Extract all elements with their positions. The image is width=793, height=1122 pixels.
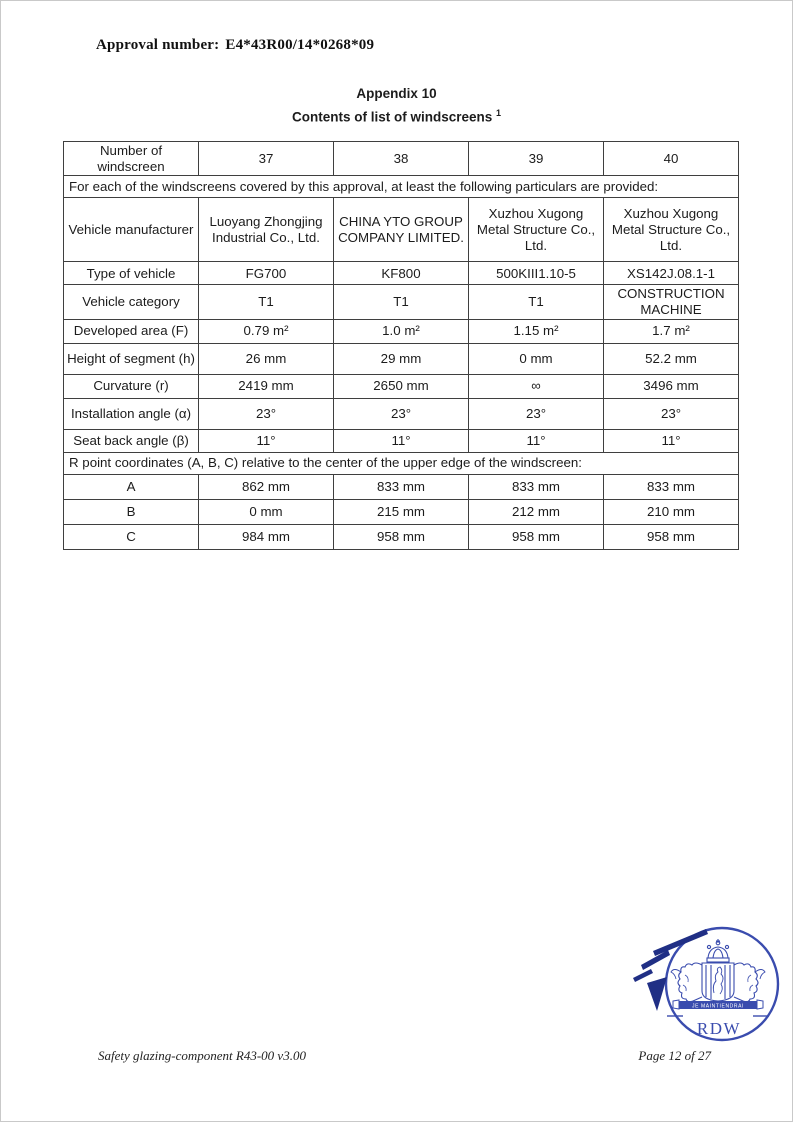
row-label-cell: Vehicle manufacturer <box>64 198 199 262</box>
row-label-cell: A <box>64 474 199 499</box>
value-cell: 23° <box>604 398 739 429</box>
table-row <box>64 142 739 176</box>
note-cell: For each of the windscreens covered by this approval, at least the following particulars are provided: <box>64 176 739 198</box>
stamp-motto-text: JE MAINTIENDRAI <box>691 1003 745 1010</box>
stamp-organization-text: RDW <box>696 1019 742 1038</box>
value-cell: 210 mm <box>604 499 739 524</box>
value-cell: 3496 mm <box>604 374 739 398</box>
value-cell: 52.2 mm <box>604 343 739 374</box>
row-label-cell: C <box>64 524 199 549</box>
row-label-cell: Seat back angle (β) <box>64 429 199 452</box>
table-row <box>64 374 739 398</box>
table-note-row <box>64 452 739 474</box>
footer-page-number: Page 12 of 27 <box>638 1048 711 1063</box>
value-cell: 40 <box>604 142 739 176</box>
table-row <box>64 524 739 549</box>
value-cell: 2419 mm <box>199 374 334 398</box>
value-cell: 23° <box>334 398 469 429</box>
value-cell: KF800 <box>334 262 469 285</box>
table-row <box>64 429 739 452</box>
value-cell: 39 <box>469 142 604 176</box>
approval-number-value: E4*43R00/14*0268*09 <box>225 37 375 53</box>
table-row <box>64 343 739 374</box>
row-label-cell: Vehicle category <box>64 285 199 319</box>
table-row <box>64 474 739 499</box>
r-point-note-cell: R point coordinates (A, B, C) relative to the center of the upper edge of the windscreen: <box>64 452 739 474</box>
row-label-cell: B <box>64 499 199 524</box>
value-cell: CONSTRUCTION MACHINE <box>604 285 739 319</box>
table-row <box>64 262 739 285</box>
value-cell: 1.15 m² <box>469 319 604 343</box>
row-label-cell: Type of vehicle <box>64 262 199 285</box>
value-cell: 833 mm <box>469 474 604 499</box>
row-label-cell: Developed area (F) <box>64 319 199 343</box>
footnote-marker: 1 <box>496 108 502 118</box>
value-cell: 833 mm <box>334 474 469 499</box>
row-label-cell: Installation angle (α) <box>64 398 199 429</box>
value-cell: 1.7 m² <box>604 319 739 343</box>
value-cell: XS142J.08.1-1 <box>604 262 739 285</box>
value-cell: FG700 <box>199 262 334 285</box>
value-cell: Luoyang Zhongjing Industrial Co., Ltd. <box>199 198 334 262</box>
table-row <box>64 499 739 524</box>
value-cell: 0 mm <box>199 499 334 524</box>
value-cell: 500KIII1.10-5 <box>469 262 604 285</box>
appendix-title: Appendix 10 <box>356 86 437 101</box>
value-cell: 833 mm <box>604 474 739 499</box>
value-cell: 984 mm <box>199 524 334 549</box>
table-row <box>64 285 739 319</box>
value-cell: 37 <box>199 142 334 176</box>
table-row <box>64 398 739 429</box>
value-cell: 958 mm <box>334 524 469 549</box>
value-cell: 29 mm <box>334 343 469 374</box>
value-cell: CHINA YTO GROUP COMPANY LIMITED. <box>334 198 469 262</box>
row-label-cell: Number of windscreen <box>64 142 199 176</box>
value-cell: Xuzhou Xugong Metal Structure Co., Ltd. <box>604 198 739 262</box>
value-cell: 215 mm <box>334 499 469 524</box>
value-cell: Xuzhou Xugong Metal Structure Co., Ltd. <box>469 198 604 262</box>
approval-number-line <box>96 37 374 54</box>
table-row <box>64 319 739 343</box>
value-cell: 23° <box>199 398 334 429</box>
value-cell: 11° <box>334 429 469 452</box>
value-cell: 0.79 m² <box>199 319 334 343</box>
table-note-row <box>64 176 739 198</box>
value-cell: 1.0 m² <box>334 319 469 343</box>
value-cell: 958 mm <box>469 524 604 549</box>
document-subtitle: Contents of list of windscreens $^1$ <box>291 108 502 125</box>
value-cell: 212 mm <box>469 499 604 524</box>
value-cell: 0 mm <box>469 343 604 374</box>
value-cell: 862 mm <box>199 474 334 499</box>
approval-number-label: Approval number: <box>96 37 220 53</box>
value-cell: 11° <box>469 429 604 452</box>
value-cell: 11° <box>604 429 739 452</box>
value-cell: 958 mm <box>604 524 739 549</box>
windscreen-table <box>63 141 739 550</box>
value-cell: 2650 mm <box>334 374 469 398</box>
rdw-stamp-seal-icon <box>619 917 789 1045</box>
value-cell: 38 <box>334 142 469 176</box>
footer-document-version: Safety glazing-component R43-00 v3.00 <box>98 1048 306 1063</box>
value-cell: 26 mm <box>199 343 334 374</box>
value-cell: T1 <box>334 285 469 319</box>
row-label-cell: Curvature (r) <box>64 374 199 398</box>
value-cell: 11° <box>199 429 334 452</box>
value-cell: ∞ <box>469 374 604 398</box>
table-row <box>64 198 739 262</box>
value-cell: T1 <box>469 285 604 319</box>
row-label-cell: Height of segment (h) <box>64 343 199 374</box>
value-cell: T1 <box>199 285 334 319</box>
value-cell: 23° <box>469 398 604 429</box>
